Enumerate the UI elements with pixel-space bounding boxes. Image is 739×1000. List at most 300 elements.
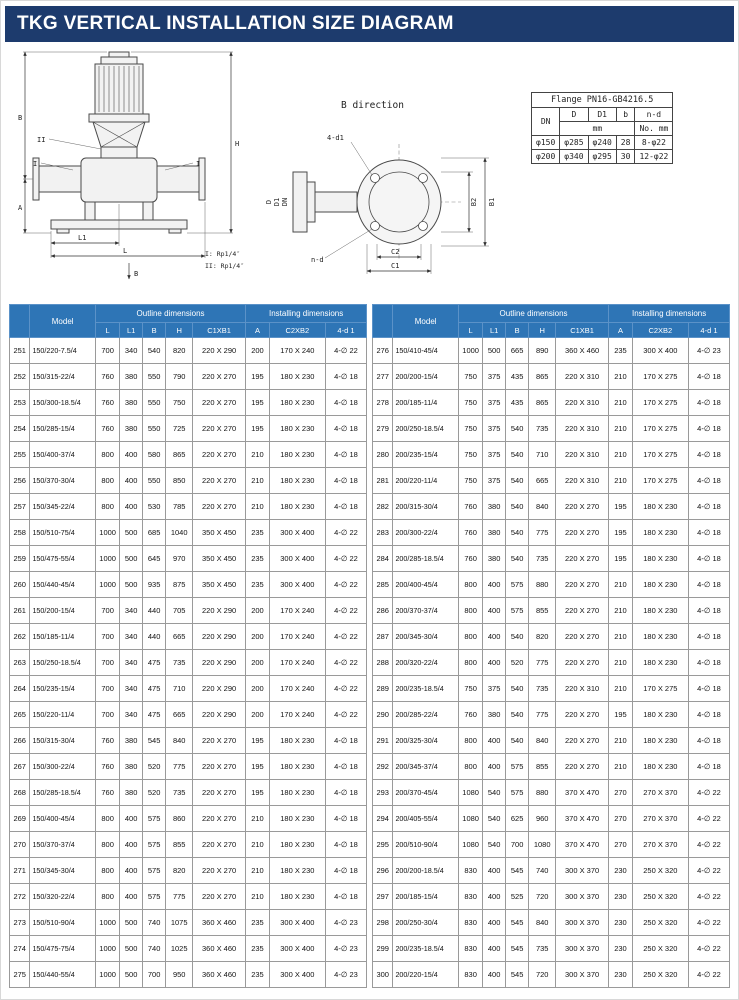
value-cell: 220 X 290 [192,338,245,364]
col-header-a-left: A [246,323,270,338]
value-cell: 725 [166,416,193,442]
value-cell: 540 [505,728,529,754]
value-cell: 250 X 320 [632,858,688,884]
value-cell: 350 X 450 [192,546,245,572]
value-cell: 830 [458,884,483,910]
row-number-cell: 274 [10,936,30,962]
value-cell: 210 [609,364,633,390]
value-cell: 4-∅ 18 [688,416,729,442]
value-cell: 4-∅ 18 [325,858,366,884]
value-cell: 760 [458,520,483,546]
value-cell: 170 X 240 [269,650,325,676]
value-cell: 750 [458,390,483,416]
model-cell: 200/235-18.5/4 [393,936,458,962]
model-cell: 150/410-45/4 [393,338,458,364]
value-cell: 550 [142,364,166,390]
value-cell: 180 X 230 [632,754,688,780]
model-cell: 150/400-37/4 [30,442,95,468]
value-cell: 375 [483,676,505,702]
value-cell: 210 [246,806,270,832]
value-cell: 180 X 230 [269,754,325,780]
value-cell: 4-∅ 22 [688,858,729,884]
col-header-4d1-right: 4-d 1 [688,323,729,338]
port-note-2: II: Rp1/4″ [205,262,245,270]
table-row [373,494,730,520]
table-row [373,676,730,702]
bolt-label-nd: n-d [311,256,324,264]
value-cell: 475 [142,702,166,728]
table-row [10,390,367,416]
value-cell: 735 [529,936,556,962]
value-cell: 750 [458,442,483,468]
value-cell: 840 [529,494,556,520]
value-cell: 4-∅ 22 [325,338,366,364]
value-cell: 210 [609,468,633,494]
value-cell: 220 X 270 [555,572,608,598]
table-row [10,598,367,624]
value-cell: 4-∅ 22 [688,832,729,858]
model-cell: 150/510-90/4 [30,910,95,936]
table-row [10,754,367,780]
table-row [373,728,730,754]
flange-value-cell: φ200 [532,150,560,164]
model-cell: 150/285-15/4 [30,416,95,442]
value-cell: 220 X 290 [192,598,245,624]
flange-col-d: D [560,108,588,122]
row-number-cell: 263 [10,650,30,676]
table-row [373,884,730,910]
col-header-model-left: Model [30,305,95,338]
value-cell: 230 [609,962,633,988]
value-cell: 800 [95,494,120,520]
value-cell: 230 [609,884,633,910]
col-header-rownum-right [373,305,393,338]
value-cell: 400 [483,650,505,676]
page-title [5,6,734,42]
value-cell: 4-∅ 22 [325,520,366,546]
value-cell: 720 [529,962,556,988]
col-header-a-right: A [609,323,633,338]
value-cell: 340 [120,624,142,650]
value-cell: 545 [142,728,166,754]
value-cell: 220 X 270 [192,884,245,910]
value-cell: 4-∅ 22 [688,962,729,988]
table-row [373,364,730,390]
value-cell: 4-∅ 23 [688,338,729,364]
value-cell: 180 X 230 [269,468,325,494]
table-row [373,910,730,936]
value-cell: 760 [95,728,120,754]
value-cell: 855 [529,598,556,624]
col-header-l-right: L [458,323,483,338]
col-header-rownum-left [10,305,30,338]
value-cell: 230 [609,910,633,936]
value-cell: 200 [246,676,270,702]
spec-tables-section [1,300,738,988]
value-cell: 440 [142,624,166,650]
value-cell: 740 [142,910,166,936]
table-row [373,702,730,728]
value-cell: 4-∅ 22 [325,702,366,728]
value-cell: 775 [529,702,556,728]
value-cell: 380 [120,754,142,780]
value-cell: 220 X 290 [192,650,245,676]
value-cell: 760 [95,780,120,806]
model-cell: 200/285-22/4 [393,702,458,728]
dim-label-d: D [265,199,273,205]
row-number-cell: 258 [10,520,30,546]
value-cell: 4-∅ 18 [325,468,366,494]
col-header-b-right: B [505,323,529,338]
value-cell: 250 X 320 [632,936,688,962]
value-cell: 4-∅ 18 [325,806,366,832]
value-cell: 4-∅ 18 [325,364,366,390]
value-cell: 700 [505,832,529,858]
value-cell: 400 [483,884,505,910]
table-row [373,338,730,364]
value-cell: 375 [483,442,505,468]
value-cell: 525 [505,884,529,910]
row-number-cell: 281 [373,468,393,494]
value-cell: 500 [120,546,142,572]
model-cell: 200/345-37/4 [393,754,458,780]
value-cell: 750 [458,468,483,494]
dim-label-c2: C2 [391,248,400,256]
flange-col-nd: n-d [635,108,673,122]
value-cell: 800 [458,598,483,624]
value-cell: 800 [458,572,483,598]
value-cell: 950 [166,962,193,988]
value-cell: 4-∅ 22 [688,936,729,962]
flange-value-cell: φ150 [532,136,560,150]
col-header-l-left: L [95,323,120,338]
page-title-text: TKG VERTICAL INSTALLATION SIZE DIAGRAM [17,13,454,34]
value-cell: 500 [120,962,142,988]
value-cell: 4-∅ 22 [688,780,729,806]
value-cell: 830 [458,936,483,962]
value-cell: 760 [95,390,120,416]
col-group-installing-right: Installing dimensions [609,305,730,323]
model-cell: 200/325-30/4 [393,728,458,754]
table-row [10,572,367,598]
model-cell: 150/200-15/4 [30,598,95,624]
value-cell: 210 [609,728,633,754]
table-row [10,338,367,364]
value-cell: 890 [529,338,556,364]
table-row [373,962,730,988]
dim-label-b2: B2 [470,197,478,207]
row-number-cell: 252 [10,364,30,390]
value-cell: 540 [505,624,529,650]
value-cell: 350 X 450 [192,520,245,546]
col-header-b-left: B [142,323,166,338]
row-number-cell: 292 [373,754,393,780]
row-number-cell: 270 [10,832,30,858]
table-row [10,546,367,572]
value-cell: 180 X 230 [632,702,688,728]
value-cell: 220 X 310 [555,676,608,702]
value-cell: 170 X 240 [269,624,325,650]
row-number-cell: 278 [373,390,393,416]
value-cell: 4-∅ 18 [325,780,366,806]
row-number-cell: 251 [10,338,30,364]
model-cell: 150/475-55/4 [30,546,95,572]
row-number-cell: 267 [10,754,30,780]
value-cell: 300 X 400 [269,546,325,572]
value-cell: 4-∅ 22 [325,650,366,676]
table-row [373,598,730,624]
model-cell: 150/440-55/4 [30,962,95,988]
b-view-outline [293,144,461,260]
value-cell: 210 [609,650,633,676]
model-cell: 150/400-45/4 [30,806,95,832]
value-cell: 800 [95,468,120,494]
value-cell: 195 [246,780,270,806]
dim-label-b1: B1 [488,197,496,207]
row-number-cell: 254 [10,416,30,442]
value-cell: 530 [142,494,166,520]
col-group-outline-left: Outline dimensions [95,305,245,323]
value-cell: 665 [166,624,193,650]
value-cell: 4-∅ 22 [325,546,366,572]
col-group-installing-left: Installing dimensions [246,305,367,323]
pump-front-view-diagram [17,50,267,295]
row-number-cell: 275 [10,962,30,988]
model-cell: 200/220-11/4 [393,468,458,494]
table-row [373,442,730,468]
model-cell: 150/315-22/4 [30,364,95,390]
value-cell: 220 X 270 [192,780,245,806]
value-cell: 1000 [95,520,120,546]
table-row [373,624,730,650]
value-cell: 935 [142,572,166,598]
value-cell: 540 [505,546,529,572]
value-cell: 300 X 400 [269,962,325,988]
row-number-cell: 269 [10,806,30,832]
flange-table-row [532,136,673,150]
model-cell: 150/370-30/4 [30,468,95,494]
model-cell: 200/400-45/4 [393,572,458,598]
row-number-cell: 296 [373,858,393,884]
row-number-cell: 256 [10,468,30,494]
value-cell: 880 [529,572,556,598]
value-cell: 210 [246,468,270,494]
value-cell: 4-∅ 18 [688,390,729,416]
value-cell: 820 [166,338,193,364]
value-cell: 400 [483,754,505,780]
model-cell: 150/250-18.5/4 [30,650,95,676]
value-cell: 800 [458,728,483,754]
flange-value-cell: φ285 [560,136,588,150]
value-cell: 400 [120,494,142,520]
col-header-c1xb1-left: C1XB1 [192,323,245,338]
value-cell: 1000 [458,338,483,364]
value-cell: 270 X 370 [632,832,688,858]
table-row [373,936,730,962]
value-cell: 750 [458,416,483,442]
table-row [10,832,367,858]
value-cell: 625 [505,806,529,832]
dim-label-d1: D1 [273,197,281,207]
model-cell: 200/235-15/4 [393,442,458,468]
model-cell: 150/300-18.5/4 [30,390,95,416]
value-cell: 575 [505,780,529,806]
value-cell: 180 X 230 [269,416,325,442]
value-cell: 210 [609,598,633,624]
value-cell: 4-∅ 18 [688,364,729,390]
model-cell: 200/405-55/4 [393,806,458,832]
value-cell: 500 [120,520,142,546]
value-cell: 170 X 240 [269,676,325,702]
value-cell: 750 [458,676,483,702]
value-cell: 195 [609,702,633,728]
value-cell: 4-∅ 18 [325,416,366,442]
value-cell: 4-∅ 18 [688,572,729,598]
value-cell: 195 [246,754,270,780]
value-cell: 830 [458,858,483,884]
value-cell: 860 [166,806,193,832]
value-cell: 865 [529,390,556,416]
value-cell: 340 [120,676,142,702]
flange-col-d1: D1 [588,108,616,122]
col-header-l1-right: L1 [483,323,505,338]
value-cell: 475 [142,650,166,676]
model-cell: 150/440-45/4 [30,572,95,598]
value-cell: 270 [609,832,633,858]
value-cell: 435 [505,390,529,416]
value-cell: 1080 [458,780,483,806]
value-cell: 195 [609,546,633,572]
value-cell: 4-∅ 23 [325,936,366,962]
row-number-cell: 283 [373,520,393,546]
value-cell: 300 X 370 [555,936,608,962]
value-cell: 740 [142,936,166,962]
value-cell: 4-∅ 18 [688,650,729,676]
flange-value-cell: 30 [616,150,635,164]
value-cell: 170 X 240 [269,338,325,364]
value-cell: 540 [505,494,529,520]
value-cell: 545 [505,936,529,962]
value-cell: 840 [166,728,193,754]
value-cell: 210 [609,442,633,468]
value-cell: 520 [505,650,529,676]
value-cell: 210 [609,572,633,598]
table-row [10,364,367,390]
value-cell: 370 X 470 [555,780,608,806]
table-row [373,520,730,546]
row-number-cell: 285 [373,572,393,598]
value-cell: 350 X 450 [192,572,245,598]
value-cell: 180 X 230 [632,624,688,650]
value-cell: 700 [95,676,120,702]
value-cell: 800 [95,858,120,884]
model-cell: 200/250-18.5/4 [393,416,458,442]
flange-unit-no-mm: No. mm [635,122,673,136]
value-cell: 340 [120,650,142,676]
value-cell: 170 X 275 [632,390,688,416]
value-cell: 220 X 270 [555,702,608,728]
value-cell: 210 [246,884,270,910]
value-cell: 195 [246,416,270,442]
table-row [10,962,367,988]
value-cell: 300 X 370 [555,884,608,910]
value-cell: 220 X 270 [192,442,245,468]
value-cell: 210 [609,416,633,442]
model-cell: 200/200-18.5/4 [393,858,458,884]
value-cell: 220 X 270 [192,494,245,520]
value-cell: 1000 [95,910,120,936]
value-cell: 170 X 275 [632,676,688,702]
value-cell: 230 [609,858,633,884]
model-cell: 150/345-30/4 [30,858,95,884]
value-cell: 380 [120,416,142,442]
value-cell: 1080 [458,806,483,832]
value-cell: 4-∅ 18 [325,832,366,858]
value-cell: 840 [529,728,556,754]
value-cell: 500 [120,910,142,936]
value-cell: 170 X 240 [269,702,325,728]
value-cell: 210 [609,754,633,780]
value-cell: 170 X 275 [632,364,688,390]
col-header-c1xb1-right: C1XB1 [555,323,608,338]
table-row [10,442,367,468]
value-cell: 180 X 230 [269,364,325,390]
flange-value-cell: 8-φ22 [635,136,673,150]
value-cell: 195 [246,390,270,416]
value-cell: 710 [166,676,193,702]
table-row [373,780,730,806]
value-cell: 4-∅ 18 [325,442,366,468]
value-cell: 800 [95,832,120,858]
value-cell: 250 X 320 [632,910,688,936]
row-number-cell: 299 [373,936,393,962]
value-cell: 400 [120,832,142,858]
row-number-cell: 286 [373,598,393,624]
value-cell: 540 [483,832,505,858]
value-cell: 400 [120,468,142,494]
row-number-cell: 287 [373,624,393,650]
table-row [373,754,730,780]
value-cell: 300 X 400 [632,338,688,364]
dim-label-b: B [18,114,23,122]
row-number-cell: 279 [373,416,393,442]
value-cell: 300 X 400 [269,520,325,546]
value-cell: 180 X 230 [269,494,325,520]
model-cell: 200/285-18.5/4 [393,546,458,572]
port-label-i-right: I [196,160,201,168]
value-cell: 400 [483,728,505,754]
col-group-outline-right: Outline dimensions [458,305,608,323]
value-cell: 170 X 275 [632,442,688,468]
value-cell: 4-∅ 22 [688,910,729,936]
value-cell: 220 X 310 [555,416,608,442]
value-cell: 195 [609,494,633,520]
value-cell: 800 [95,806,120,832]
value-cell: 380 [120,364,142,390]
value-cell: 200 [246,624,270,650]
value-cell: 760 [458,702,483,728]
value-cell: 700 [95,702,120,728]
value-cell: 540 [142,338,166,364]
value-cell: 195 [246,728,270,754]
table-row [373,390,730,416]
value-cell: 775 [529,520,556,546]
row-number-cell: 261 [10,598,30,624]
table-row [10,806,367,832]
row-number-cell: 259 [10,546,30,572]
dim-label-l1: L1 [78,234,87,242]
value-cell: 220 X 270 [192,858,245,884]
